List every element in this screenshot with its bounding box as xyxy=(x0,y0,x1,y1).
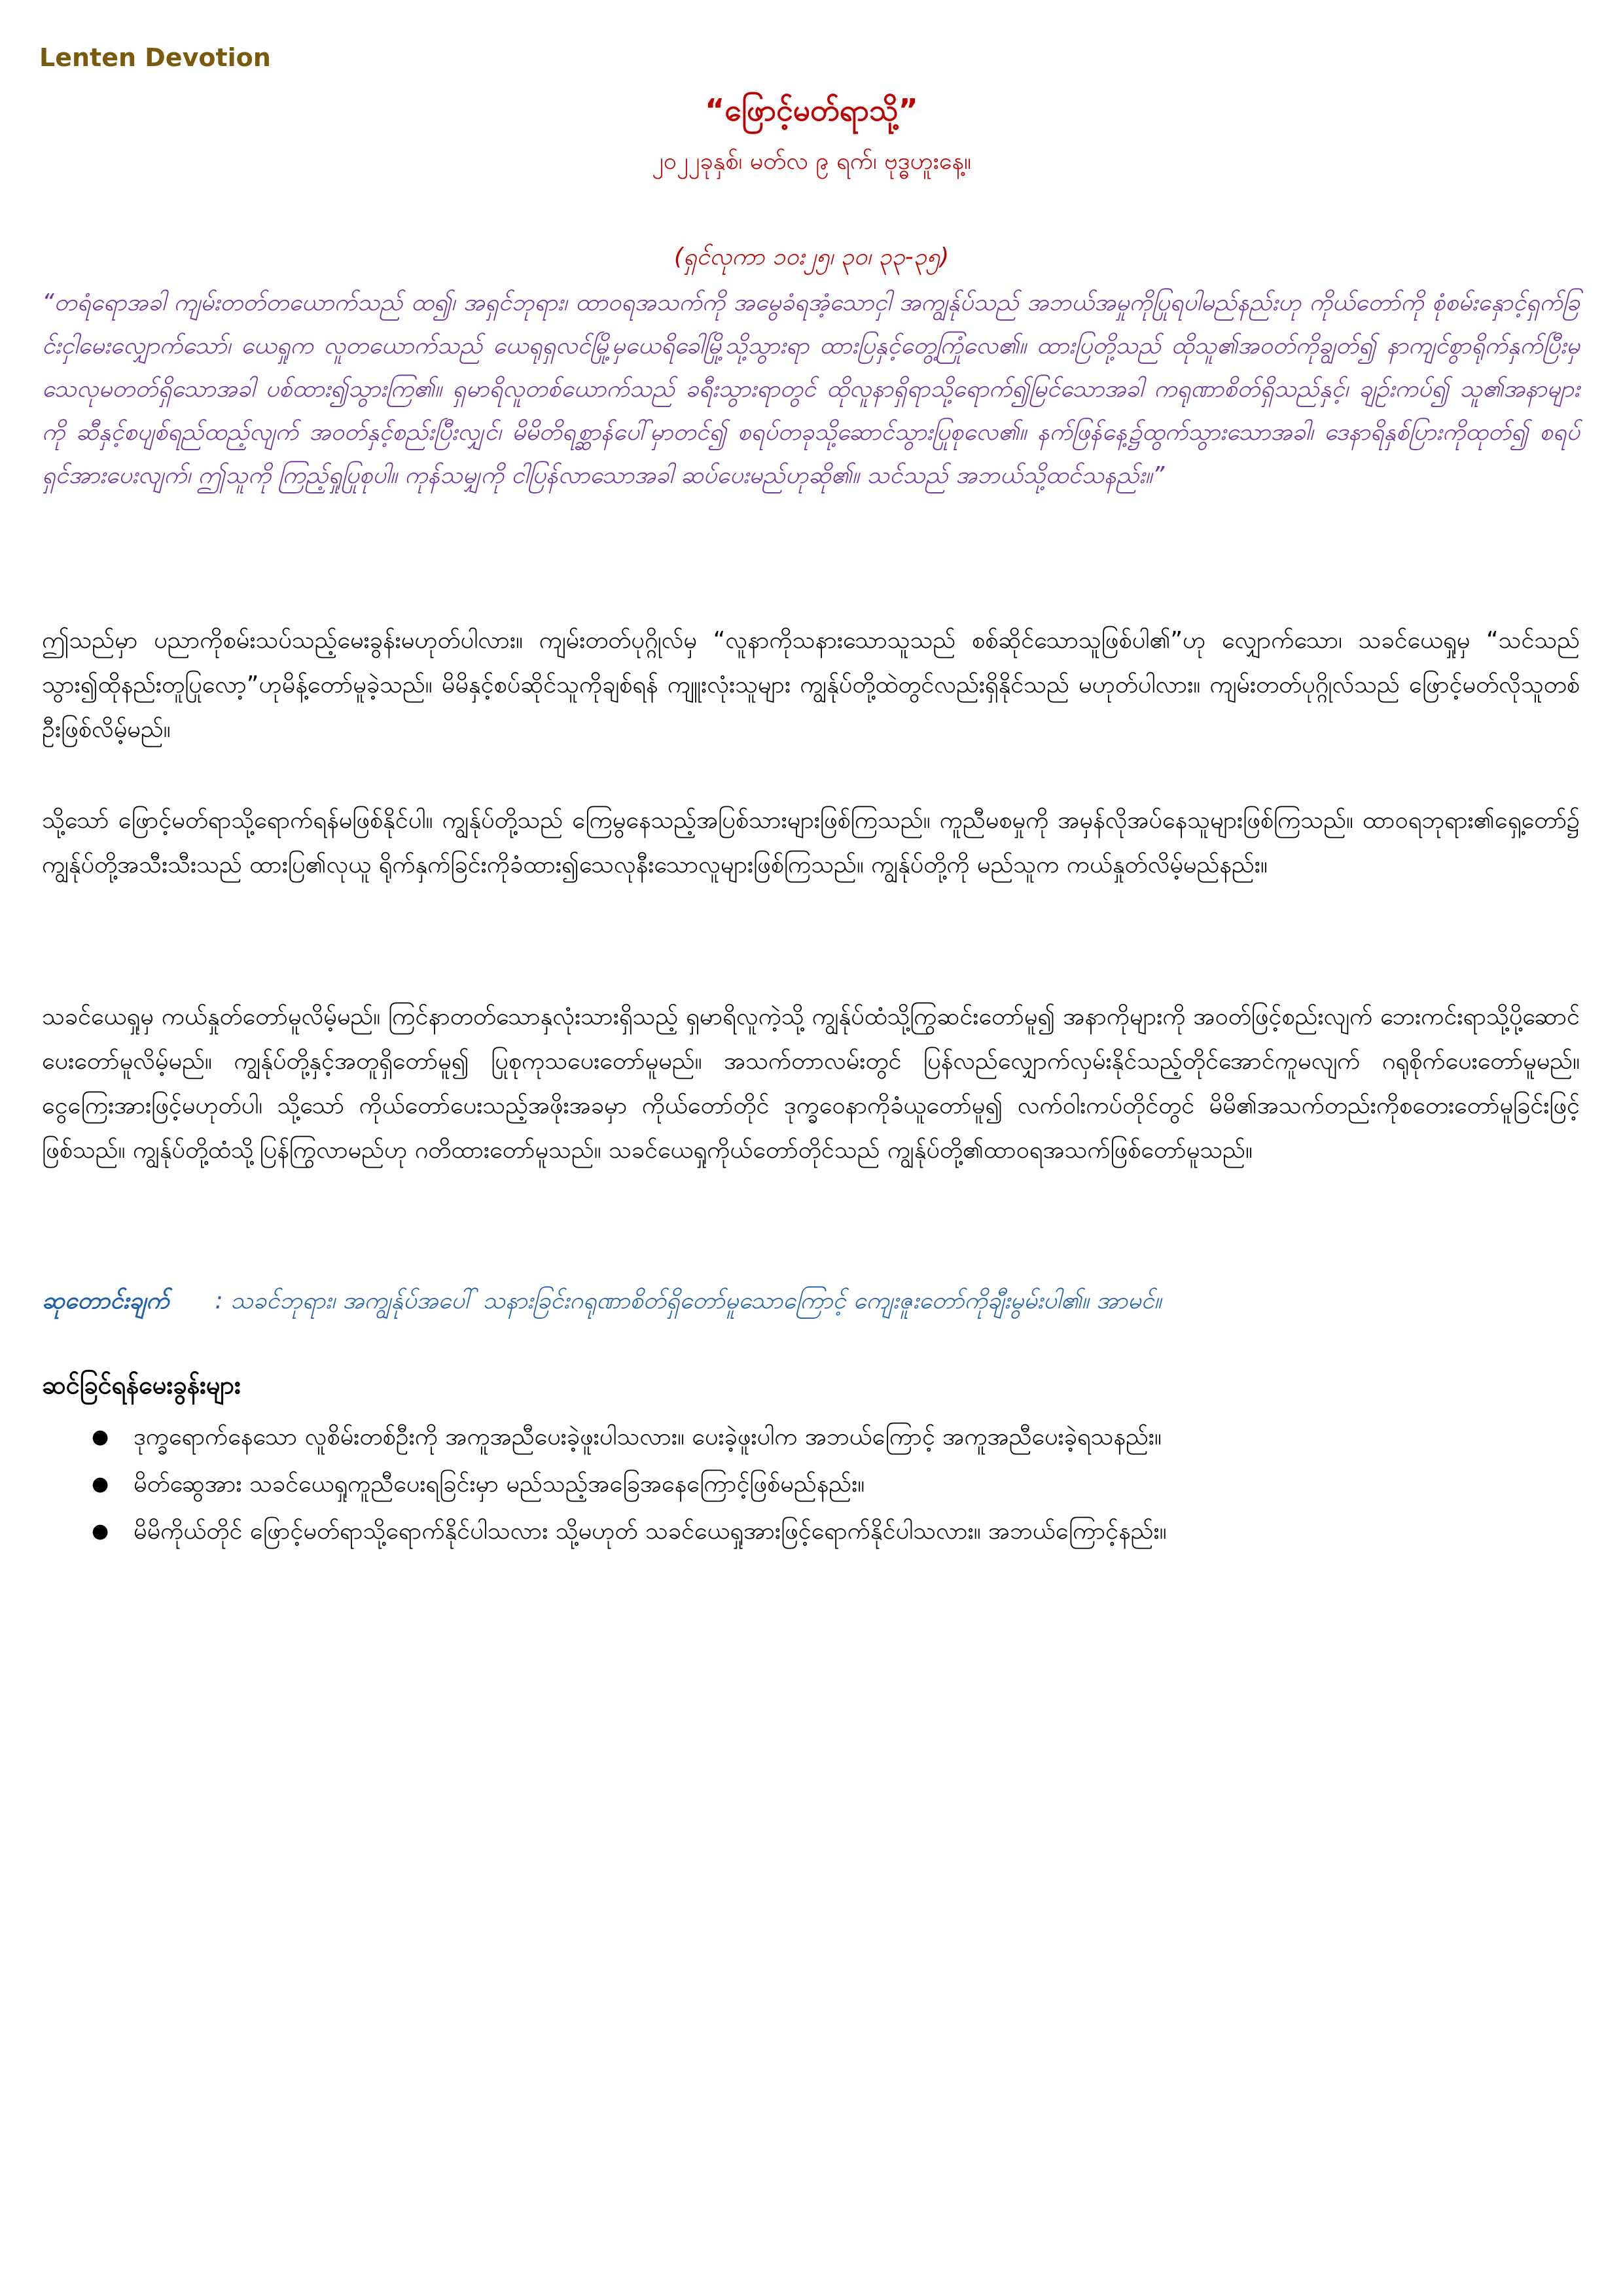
question-text: ဒုက္ခရောက်နေသော လူစိမ်းတစ်ဦးကို အကူအညီပေးခဲ့ဖူးပါသလား။ ပေးခဲ့ဖူးပါက အဘယ်ကြောင့် အကူအညီပေးခဲ့ရသနည်း။ xyxy=(134,1424,1162,1450)
list-item xyxy=(42,1461,1580,1508)
prayer-label: ဆုတောင်းချက် xyxy=(42,1287,169,1314)
prayer-block xyxy=(42,1280,1580,1323)
question-text: မိမိကိုယ်တိုင် ဖြောင့်မတ်ရာသို့ရောက်နိုင်ပါသလား သို့မဟုတ် သခင်ယေရှုအားဖြင့်ရောက်နိုင်ပါသလား။ အဘယ်ကြောင့်နည်း။ xyxy=(134,1518,1167,1545)
header-label: Lenten Devotion xyxy=(39,43,271,72)
devotion-date: ၂၀၂၂ခုနှစ်၊ မတ်လ ၉ ရက်၊ ဗုဒ္ဓဟူးနေ့။ xyxy=(652,148,971,175)
body-paragraph: သို့သော် ဖြောင့်မတ်ရာသို့ရောက်ရန်မဖြစ်နိုင်ပါ။ ကျွန်ုပ်တို့သည် ကြေမွနေသည့်အပြစ်သားများဖြစ်ကြသည်။ ကူညီမစမှုကို အမှန်လိုအပ်နေသူများဖြစ်ကြသည်။ ထာဝရဘုရား၏ရှေ့တော်၌ ကျွန်ုပ်တို့အသီးသီးသည် ထားပြ၏လုယူ ရိုက်နှက်ခြင်းကိုခံထား၍သေလုနီးသောလူများဖြစ်ကြသည်။ ကျွန်ုပ်တို့ကို မည်သူက ကယ်နှုတ်လိမ့်မည်နည်း။ xyxy=(42,807,1580,878)
question-text: မိတ်ဆွေအား သခင်ယေရှုကူညီပေးရခြင်းမှာ မည်သည့်အခြေအနေကြောင့်ဖြစ်မည်နည်း။ xyxy=(134,1471,865,1498)
list-item xyxy=(42,1414,1580,1461)
prayer-text: : သခင်ဘုရား၊ အကျွန်ုပ်အပေါ် သနားခြင်းဂရုဏာစိတ်ရှိတော်မူသောကြောင့် ကျေးဇူးတော်ကိုချီးမွမ်းပါ၏။ အာမင်။ xyxy=(215,1287,1162,1314)
bullet-icon: ● xyxy=(92,1520,109,1543)
questions-list xyxy=(42,1414,1580,1555)
body-paragraph: ဤသည်မှာ ပညာကိုစမ်းသပ်သည့်မေးခွန်းမဟုတ်ပါလား။ ကျမ်းတတ်ပုဂ္ဂိုလ်မှ “လူနာကိုသနားသောသူသည် စစ်ဆိုင်သောသူဖြစ်ပါ၏”ဟု လျှောက်သော၊ သခင်ယေရှုမှ “သင်သည်သွား၍ထိုနည်းတူပြုလော့”ဟုမိန့်တော်မူခဲ့သည်။ မိမိနှင့်စပ်ဆိုင်သူကိုချစ်ရန် ကျူးလုံးသူများ ကျွန်ုပ်တို့ထဲတွင်လည်းရှိနိုင်သည် မဟုတ်ပါလား။ ကျမ်းတတ်ပုဂ္ဂိုလ်သည် ဖြောင့်မတ်လိုသူတစ်ဦးဖြစ်လိမ့်မည်။ xyxy=(42,627,1580,743)
questions-heading: ဆင်ခြင်ရန်မေးခွန်းများ xyxy=(42,1371,241,1399)
list-item xyxy=(42,1508,1580,1555)
bullet-icon: ● xyxy=(92,1473,109,1496)
devotion-title: “ဖြောင့်မတ်ရာသို့” xyxy=(705,92,918,128)
body-paragraph: သခင်ယေရှုမှ ကယ်နှုတ်တော်မူလိမ့်မည်။ ကြင်နာတတ်သောနှလုံးသားရှိသည့် ရှမာရိလူကဲ့သို့ ကျွန်ုပ်ထံသို့ကြွဆင်းတော်မူ၍ အနာကိုများကို အဝတ်ဖြင့်စည်းလျက် ဘေးကင်းရာသို့ပို့ဆောင်ပေးတော်မူလိမ့်မည်။ ကျွန်ုပ်တို့နှင့်အတူရှိတော်မူ၍ ပြုစုကုသပေးတော်မူမည်။ အသက်တာလမ်းတွင် ပြန်လည်လျှောက်လှမ်းနိုင်သည့်တိုင်အောင်ကူမလျက် ဂရုစိုက်ပေးတော်မူမည်။ ငွေကြေးအားဖြင့်မဟုတ်ပါ၊ သို့သော် ကိုယ်တော်ပေးသည့်အဖိုးအခမှာ ကိုယ်တော်တိုင် ဒုက္ခဝေနာကိုခံယူတော်မူ၍ လက်ဝါးကပ်တိုင်တွင် မိမိ၏အသက်တည်းကိုစတေးတော်မူခြင်းဖြင့်ဖြစ်သည်။ ကျွန်ုပ်တို့ထံသို့ပြန်ကြွလာမည်ဟု ဂတိထားတော်မူသည်။ သခင်ယေရှုကိုယ်တော်တိုင်သည် ကျွန်ုပ်တို့၏ထာဝရအသက်ဖြစ်တော်မူသည်။ xyxy=(42,1003,1580,1164)
scripture-reference: (ရှင်လုကာ ၁၀း၂၅၊ ၃၀၊ ၃၃-၃၅) xyxy=(673,243,950,270)
bullet-icon: ● xyxy=(92,1426,109,1448)
scripture-passage: “တရံရောအခါ ကျမ်းတတ်တယောက်သည် ထ၍၊ အရှင်ဘုရား၊ ထာဝရအသက်ကို အမွေခံရအံ့သောငှါ အကျွန်ုပ်သည် အဘယ်အမှုကိုပြုရပါမည်နည်းဟု ကိုယ်တော်ကို စုံစမ်းနှောင့်ရှက်ခြင်းငှါမေးလျှောက်သော်၊ ယေရှုက လူတယောက်သည် ယေရုရှလင်မြို့မှယေရိခေါမြို့သို့သွားရာ ထားပြနှင့်တွေ့ကြုံလေ၏။ ထားပြတို့သည် ထိုသူ၏အဝတ်ကိုချွတ်၍ နာကျင်စွာရိုက်နှက်ပြီးမှသေလုမတတ်ရှိသောအခါ ပစ်ထား၍သွားကြ၏။ ရှမာရိလူတစ်ယောက်သည် ခရီးသွားရာတွင် ထိုလူနာရှိရာသို့ရောက်၍မြင်သောအခါ ကရုဏာစိတ်ရှိသည်နှင့်၊ ချဉ်းကပ်၍ သူ၏အနာများကို ဆီနှင့်စပျစ်ရည်ထည့်လျက် အဝတ်နှင့်စည်းပြီးလျှင်၊ မိမိတိရစ္ဆာန်ပေါ်မှာတင်၍ စရပ်တခုသို့ဆောင်သွားပြုစုလေ၏။ နက်ဖြန်နေ့၌ထွက်သွားသောအခါ၊ ဒေနာရိနှစ်ပြားကိုထုတ်၍ စရပ်ရှင်အားပေးလျက်၊ ဤသူကို ကြည့်ရှုပြုစုပါ။ ကုန်သမျှကို ငါပြန်လာသောအခါ ဆပ်ပေးမည်ဟုဆို၏။ သင်သည် အဘယ်သို့ထင်သနည်း။” xyxy=(42,289,1580,489)
